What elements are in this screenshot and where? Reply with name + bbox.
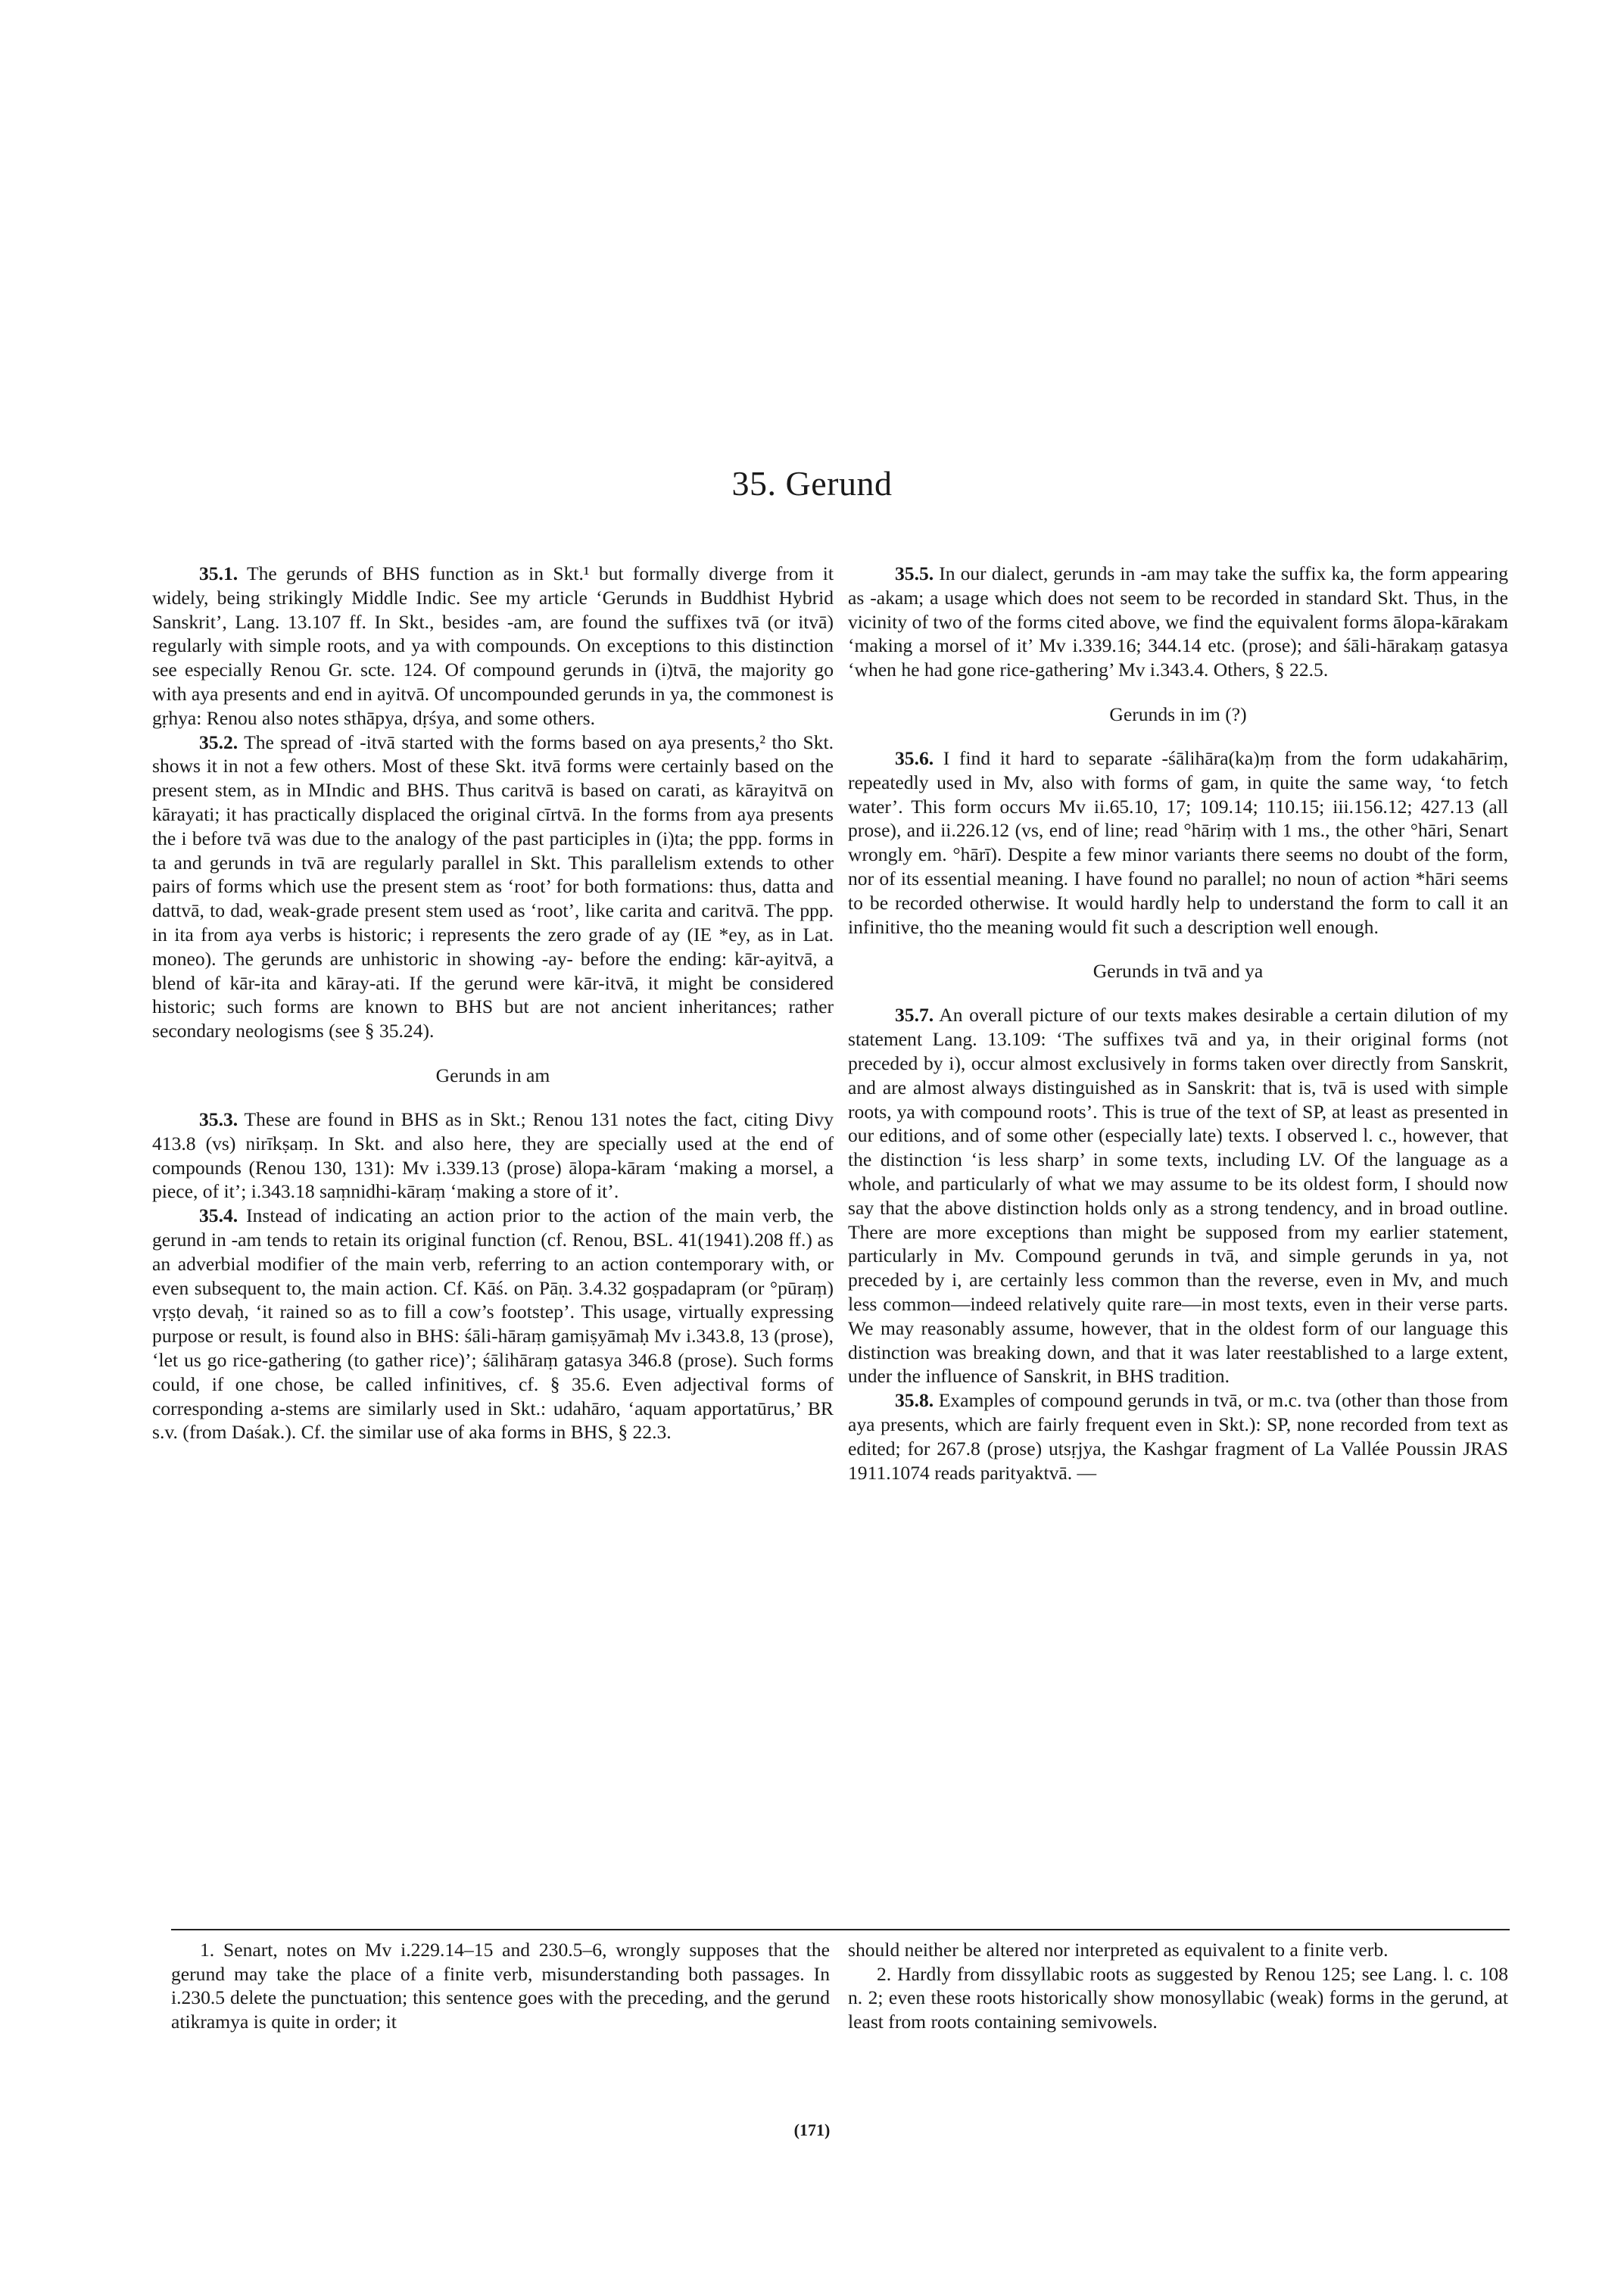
footnote-1-continued: should neither be altered nor interpreted as equivalent to a finite verb.	[848, 1939, 1389, 1961]
paragraph-35-4	[152, 1204, 834, 1444]
paragraph-text: I find it hard to separate -śālihāra(ka)ṃ from the form udakahāriṃ, repeatedly used in Mv, also with forms of gam, in quite the same way, ‘to fetch water’. This form occurs Mv ii.65.10, 17; 109.14; 110.15; iii.156.12; 427.13 (all prose), and ii.226.12 (vs, end of line; read °hāriṃ with 1 ms., the other °hāri, Senart wrongly em. °hārī). Despite a few minor variants there seems no doubt of the form, nor of its essential meaning. I have found no parallel; no noun of action *hāri seems to be recorded otherwise. It would hardly help to understand the form to call it an infinitive, tho the meaning would fit such a description well enough.	[848, 746, 1508, 938]
paragraph-35-3	[152, 1108, 834, 1204]
footnote-divider	[171, 1929, 1510, 1930]
footnotes-right	[848, 1938, 1508, 2033]
footnote-2: 2. Hardly from dissyllabic roots as suggested by Renou 125; see Lang. l. c. 108 n. 2; even these roots historically show monosyllabic (weak) forms in the gerund, at least from roots containing semivowels.	[848, 1962, 1508, 2033]
heading-gerunds-in-im: Gerunds in im (?)	[1109, 703, 1247, 725]
section-number: 35.2.	[199, 731, 238, 753]
section-number: 35.4.	[199, 1204, 238, 1227]
paragraph-text: The gerunds of BHS function as in Skt.¹ but formally diverge from it widely, being strikingly Middle Indic. See my article ‘Gerunds in Buddhist Hybrid Sanskrit’, Lang. 13.107 ff. In Skt., besides -am, are found the suffixes tvā (or itvā) regularly with simple roots, and ya with compounds. On exceptions to this distinction see especially Renou Gr. scte. 124. Of compound gerunds in (i)tvā, the majority go with aya presents and end in ayitvā. Of uncompounded gerunds in ya, the commonest is gṛhya: Renou also notes sthāpya, dṛśya, and some others.	[152, 562, 834, 729]
paragraph-text: An overall picture of our texts makes desirable a certain dilution of my statement Lang. 13.109: ‘The suffixes tvā and ya, in their original forms (not preceded by i), occur almost exclusively in forms taken over directly from Sanskrit, and are almost always distinguished as in Sanskrit: that is, tvā is used with simple roots, ya with compound roots’. This is true of the text of SP, at least as presented in our editions, and of some other (especially late) texts. I observed l. c., however, that the distinction ‘is less sharp’ in some texts, including LV. Of the language as a whole, and particularly of what we may assume to be its oldest form, I should now say that the above distinction holds only as a strong tendency, and in broad outline. There are more exceptions than might be supposed from my earlier statement, particularly in Mv. Compound gerunds in tvā, and simple gerunds in ya, not preceded by i, are certainly less common than the reverse, even in Mv, and much less common—indeed relatively quite rare—in most texts, even in their verse parts. We may reasonably assume, however, that in the oldest form of our language this distinction was breaking down, and that it was later reestablished to a large extent, under the influence of Sanskrit, in BHS tradition.	[848, 1004, 1508, 1388]
paragraph-35-1	[152, 562, 834, 731]
page-number: (171)	[793, 2120, 831, 2139]
section-number: 35.5.	[895, 562, 934, 584]
paragraph-text: Instead of indicating an action prior to the action of the main verb, the gerund in -am tends to retain its original function (cf. Renou, BSL. 41(1941).208 ff.) as an adverbial modifier of the main verb, referring to an action contemporary with, or even subsequent to, the main action. Cf. Kāś. on Pāṇ. 3.4.32 goṣpadapram (or °pūraṃ) vṛṣṭo devaḥ, ‘it rained so as to fill a cow’s footstep’. This usage, virtually expressing purpose or result, is found also in BHS: śāli-hāraṃ gamiṣyāmaḥ Mv i.343.8, 13 (prose), ‘let us go rice-gathering (to gather rice)’; śālihāraṃ gatasya 346.8 (prose). Such forms could, if one chose, be called infinitives, cf. § 35.6. Even adjectival forms of corresponding a-stems are similarly used in Skt.: udahāro, ‘aquam apportatūrus,’ BR s.v. (from Daśak.). Cf. the similar use of aka forms in BHS, § 22.3.	[152, 1204, 834, 1444]
paragraph-text: The spread of -itvā started with the forms based on aya presents,² tho Skt. shows it in not a few others. Most of these Skt. itvā forms were certainly based on the present stem, as in MIndic and BHS. Thus caritvā is based on carati, as kārayitvā on kārayati; it has practically displaced the original cīrtvā. In the forms from aya presents the i before tvā was due to the analogy of the past participles in (i)ta; the ppp. forms in ta and gerunds in tvā are regularly parallel in Skt. This parallelism extends to other pairs of forms which use the present stem as ‘root’ for both formations: thus, datta and dattvā, to dad, weak-grade present stem used as ‘root’, like carita and caritvā. The ppp. in ita from aya verbs is historic; i represents the zero grade of ay (IE *ey, as in Lat. moneo). The gerunds are unhistoric in showing -ay- before the ending: kār-ayitvā, a blend of kār-ita and kāray-ati. If the gerund were kār-itvā, it might be considered historic; such forms are known to BHS but are not ancient inheritances; rather secondary neologisms (see § 35.24).	[152, 731, 834, 1042]
section-number: 35.3.	[199, 1108, 238, 1130]
paragraph-35-7	[848, 1003, 1508, 1388]
heading-gerunds-in-am: Gerunds in am	[435, 1064, 550, 1086]
paragraph-text: These are found in BHS as in Skt.; Renou 131 notes the fact, citing Divy 413.8 (vs) nirīkṣaṃ. In Skt. and also here, they are specially used at the end of compounds (Renou 130, 131): Mv i.339.13 (prose) ālopa-kāram ‘making a morsel, a piece, of it’; i.343.18 saṃnidhi-kāraṃ ‘making a store of it’.	[152, 1108, 834, 1203]
footnote-1: 1. Senart, notes on Mv i.229.14–15 and 230.5–6, wrongly supposes that the gerund may take the place of a finite verb, misunderstanding both passages. In i.230.5 delete the punctuation; this sentence goes with the preceding, and the gerund atikramya is quite in order; it	[171, 1939, 830, 2033]
section-number: 35.6.	[895, 746, 934, 769]
heading-gerunds-in-tva-and-ya: Gerunds in tvā and ya	[1093, 960, 1264, 983]
paragraph-35-8	[848, 1388, 1508, 1485]
section-number: 35.7.	[895, 1004, 934, 1027]
left-column	[152, 562, 834, 1444]
paragraph-35-6	[848, 746, 1508, 939]
paragraph-text: In our dialect, gerunds in -am may take the suffix ka, the form appearing as -akam; a usage which does not seem to be recorded in standard Skt. Thus, in the vicinity of two of the forms cited above, we find the equivalent forms ālopa-kārakam ‘making a morsel of it’ Mv i.339.16; 344.14 etc. (prose); and śāli-hārakaṃ gatasya ‘when he had gone rice-gathering’ Mv i.343.4. Others, § 22.5.	[848, 562, 1508, 681]
page-title: 35. Gerund	[731, 464, 893, 503]
footnotes-left	[171, 1938, 830, 2033]
paragraph-text: Examples of compound gerunds in tvā, or m.c. tva (other than those from aya presents, which are fairly frequent even in Skt.): SP, none recorded from text as edited; for 267.8 (prose) utsṛjya, the Kashgar fragment of La Vallée Poussin JRAS 1911.1074 reads parityaktvā. —	[848, 1389, 1509, 1484]
paragraph-35-5	[848, 562, 1508, 682]
paragraph-35-2	[152, 731, 834, 1043]
section-number: 35.1.	[199, 562, 238, 584]
right-column	[848, 562, 1508, 1485]
section-number: 35.8.	[895, 1389, 934, 1412]
